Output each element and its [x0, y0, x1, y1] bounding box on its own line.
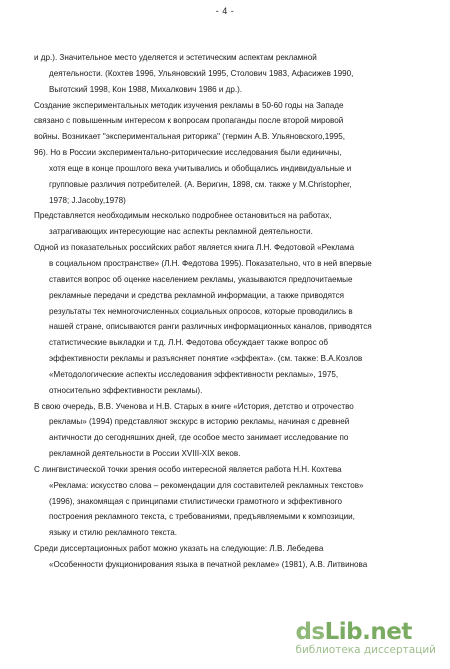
- text-line: Среди диссертационных работ можно указать на следующие: Л.В. Лебедева: [34, 544, 324, 554]
- text-line: рекламной деятельности в России XVIII-XIX веков.: [49, 449, 241, 459]
- text-line: в социальном пространстве» (Л.Н. Федотова 1995). Показательно, что в ней впервые: [49, 258, 372, 268]
- text-line: Представляется необходимым несколько подробнее остановиться на работах,: [34, 211, 332, 221]
- watermark-subtitle: библиотека диссертаций: [295, 644, 436, 656]
- text-line: языку и стилю рекламного текста.: [49, 528, 178, 538]
- text-line: статистические выкладки и т.д. Л.Н. Федотова обсуждает также вопрос об: [49, 338, 329, 348]
- text-line: 1978; J.Jacoby,1978): [49, 195, 126, 205]
- text-line: результаты тех немногочисленных социальных опросов, которые проводились в: [49, 306, 353, 316]
- page-number: - 4 -: [215, 6, 235, 16]
- watermark-logo: [295, 620, 436, 644]
- text-line: «Особенности фукционирования языка в печатной рекламе» (1981), А.В. Литвинова: [49, 560, 368, 569]
- text-line: С лингвистической точки зрения особо интересной является работа Н.Н. Кохтева: [34, 464, 342, 474]
- text-line: античности до сегодняшних дней, где особое место занимает исследование по: [49, 433, 349, 443]
- document-body: [34, 50, 426, 573]
- text-line: групповые различия потребителей. (А. Веригин, 1898, см. также у M.Christopher,: [49, 179, 352, 189]
- text-line: войны. Возникает "экспериментальная риторика" (термин А.В. Ульяновского,1995,: [34, 132, 345, 142]
- text-line: В свою очередь, В.В. Ученова и Н.В. Старых в книге «История, детство и отрочество: [34, 401, 354, 411]
- text-line: относительно эффективности рекламы).: [49, 385, 203, 395]
- text-line: ставится вопрос об оценке населением рекламы, указываются предпочитаемые: [49, 274, 353, 284]
- text-line: Выготский 1998, Кон 1988, Михалкович 1986 и др.).: [49, 84, 243, 94]
- text-line: связано с повышенным интересом к вопросам пропаганды после второй мировой: [34, 116, 344, 126]
- watermark-logo-suffix: Lib.net: [324, 619, 412, 645]
- text-line: «Реклама: искусство слова – рекомендации для составителей рекламных текстов»: [49, 480, 364, 490]
- text-line: (1996), знакомящая с принципами стилистически грамотного и эффективного: [49, 496, 343, 506]
- text-line: эффективности рекламы и разъясняет понятие «эффекта». (см. также: В.А.Козлов: [49, 354, 363, 364]
- text-line: хотя еще в конце прошлого века учитывались и обобщались индивидуальные и: [49, 163, 352, 173]
- text-line: рекламные передачи и средства рекламной информации, а также приводятся: [49, 290, 344, 300]
- text-line: деятельности. (Кохтев 1996, Ульяновский 1995, Столович 1983, Афасижев 1990,: [49, 68, 354, 78]
- text-line: построения рекламного текста, с требованиями, предъявляемыми к композиции,: [49, 512, 355, 522]
- text-line: «Методологические аспекты исследования эффективности рекламы», 1975,: [49, 369, 339, 379]
- text-line: нашей стране, описываются ранги различных информационных каналов, приводятся: [49, 322, 372, 332]
- text-line: и др.). Значительное место уделяется и эстетическим аспектам рекламной: [34, 53, 317, 62]
- text-line: Создание экспериментальных методик изучения рекламы в 50-60 годы на Западе: [34, 100, 344, 110]
- text-line: 96). Но в России экспериментально-риторические исследования были единичны,: [34, 148, 342, 158]
- text-line: Одной из показательных российских работ является книга Л.Н. Федотовой «Реклама: [34, 243, 355, 253]
- watermark-logo-prefix: ds: [295, 619, 325, 645]
- text-line: затрагивающих интересующие нас аспекты рекламной деятельности.: [49, 227, 313, 237]
- watermark: [295, 620, 436, 656]
- text-line: рекламы» (1994) представляют экскурс в историю рекламы, начиная с древней: [49, 417, 350, 427]
